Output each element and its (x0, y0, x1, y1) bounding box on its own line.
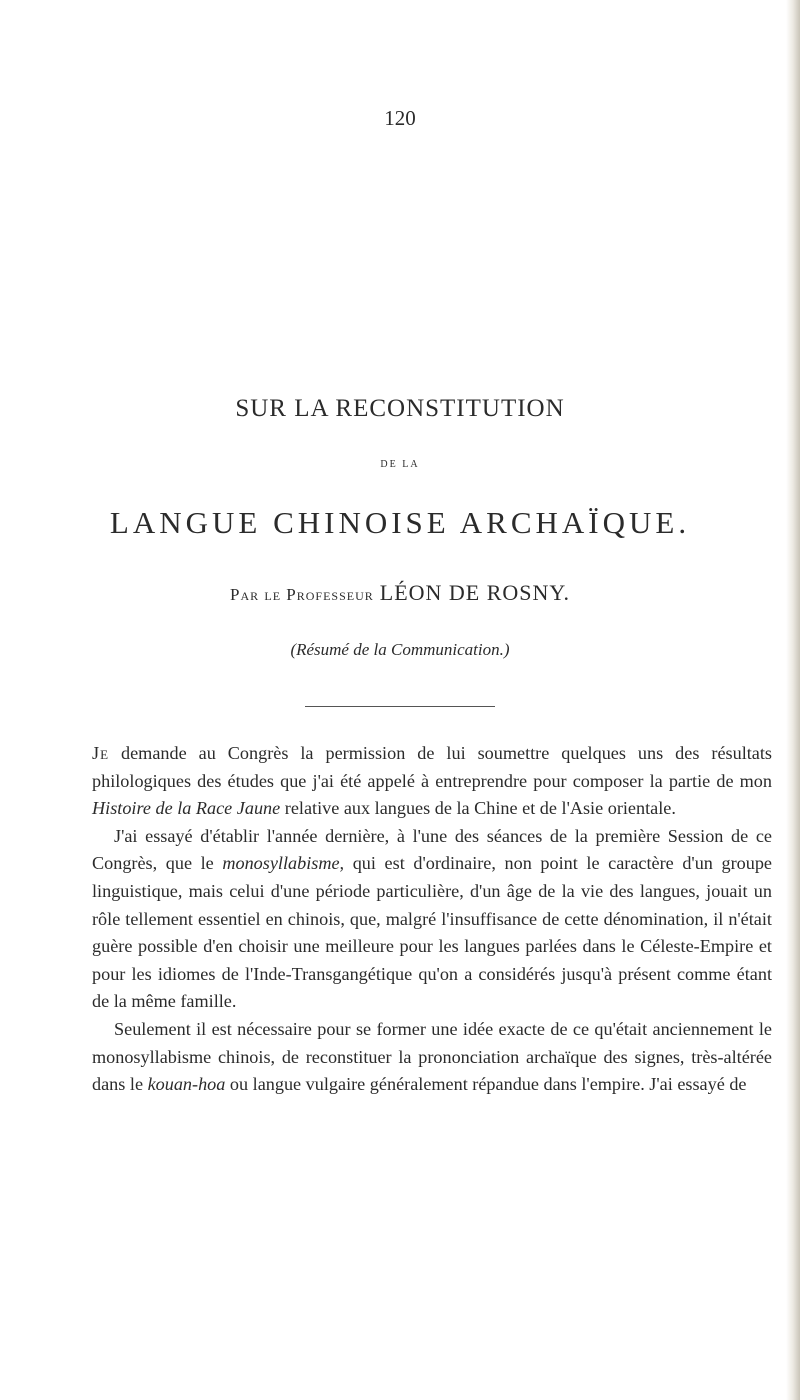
divider-rule (305, 706, 495, 707)
page-edge-shadow (786, 0, 800, 1400)
paragraph-text: Seulement il est nécessaire pour se former une idée exacte de ce qu'était anciennement le monosyllabisme chinois, de reconstituer la prononciation archaïque des signes, très-altérée dans le (92, 1018, 772, 1095)
title-line-2: LANGUE CHINOISE ARCHAÏQUE. (109, 505, 691, 540)
paragraph-1 (92, 740, 772, 823)
paragraph-lead: Je (92, 743, 110, 763)
paragraph-text: relative aux langues de la Chine et de l'Asie orientale. (280, 798, 676, 819)
author-name: LÉON DE ROSNY. (379, 580, 570, 605)
paragraph-text: ou langue vulgaire généralement répandue dans l'empire. J'ai essayé de (225, 1074, 747, 1095)
paragraph-text: J'ai essayé d'établir l'année dernière, à l'une des séances de la première Session de ce Congrès, que le (92, 825, 772, 874)
paragraph-text: qui est d'ordinaire, non point le caractère d'un groupe linguistique, mais celui d'une période particulière, d'un âge de la vie des langues, jouait un rôle tellement essentiel en chinois, que, malgré l'insuffisance de cette dénomination, il n'était guère possible d'en choisir une meilleure pour les langues parlées dans le Céleste-Empire et pour les idiomes de l'Inde-Transgangétique qu'on a considérés jusqu'à présent comme étant de la même famille. (92, 853, 772, 1012)
title-line-1: SUR LA RECONSTITUTION (235, 395, 565, 422)
paragraph-italic: kouan-hoa (147, 1074, 226, 1095)
paragraph-italic: Histoire de la Race Jaune (92, 798, 281, 819)
author-line (0, 580, 800, 606)
paragraph-3 (92, 1016, 772, 1099)
subtitle: (Résumé de la Communication.) (290, 640, 510, 659)
page-number: 120 (384, 106, 416, 130)
body-text (92, 740, 772, 1099)
paragraph-text: demande au Congrès la permission de lui soumettre quelques uns des résultats philologiques des études que j'ai été appelé à entreprendre pour composer la partie de mon (92, 743, 772, 791)
paragraph-italic: monosyllabisme, (222, 853, 345, 874)
paragraph-2 (92, 823, 772, 1016)
author-prefix: Par le Professeur (230, 585, 374, 604)
title-connector: DE LA (380, 459, 420, 470)
